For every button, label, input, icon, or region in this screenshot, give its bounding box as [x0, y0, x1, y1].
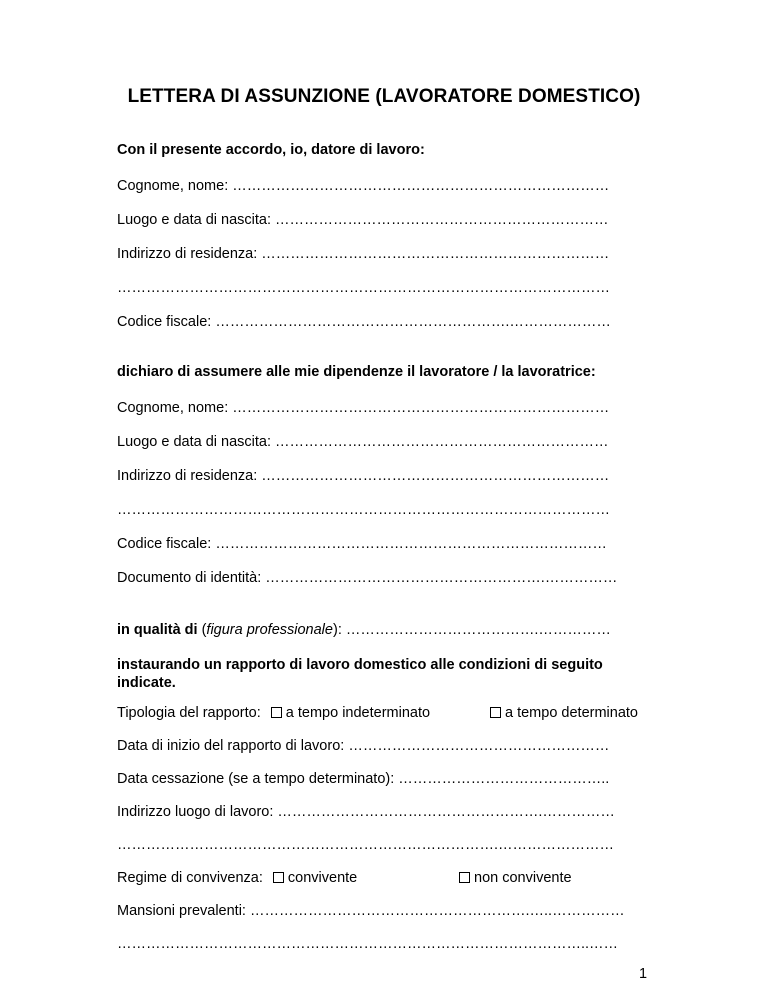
employee-id-document-field: Documento di identità: ………………………………………………….…………… — [117, 570, 618, 586]
checkbox-icon[interactable] — [273, 872, 284, 883]
option-convivente-label: convivente — [287, 870, 358, 886]
employee-heading: dichiaro di assumere alle mie dipendenze il lavoratore / la lavoratrice: — [117, 364, 596, 380]
option-non-convivente-label: non convivente — [474, 870, 572, 886]
document-title: LETTERA DI ASSUNZIONE (LAVORATORE DOMESTICO) — [127, 86, 641, 107]
role-paren-open: ( — [197, 622, 207, 638]
workplace-address-field: Indirizzo luogo di lavoro: ……………………………………………….…………… — [117, 804, 615, 820]
main-duties-field: Mansioni prevalenti: ………………………………………………….…..…………… — [117, 903, 625, 919]
checkbox-icon[interactable] — [271, 707, 282, 718]
checkbox-icon[interactable] — [490, 707, 501, 718]
employer-name-field: Cognome, nome: …………………………………………………………………… — [117, 178, 610, 194]
role-paren-close: ): — [332, 622, 346, 638]
option-determinato-label: a tempo determinato — [505, 705, 638, 721]
main-duties-cont-field: ……………………………………………………………………………………..…… — [117, 936, 619, 952]
option-convivente[interactable] — [273, 870, 357, 886]
employer-address-field: Indirizzo di residenza: ……………………………………………………………… — [117, 246, 610, 262]
employer-address-cont-field: ………………………………………………………………………………………… — [117, 280, 610, 296]
checkbox-icon[interactable] — [459, 872, 470, 883]
conditions-heading-line-2: indicate. — [117, 675, 176, 691]
option-non-convivente[interactable] — [459, 869, 572, 887]
page-number: 1 — [639, 966, 648, 982]
workplace-address-cont-field: …………………………………………………………………….…………………… — [117, 837, 615, 853]
employee-birth-field: Luogo e data di nascita: …………………………………………………………… — [117, 434, 609, 450]
employer-heading: Con il presente accordo, io, datore di lavoro: — [117, 142, 425, 158]
employer-birth-field: Luogo e data di nascita: …………………………………………………………… — [117, 212, 609, 228]
role-label-italic: figura professionale — [206, 622, 333, 638]
employee-name-field: Cognome, nome: …………………………………………………………………… — [117, 400, 610, 416]
role-label: in qualità di — [117, 622, 198, 638]
end-date-field: Data cessazione (se a tempo determinato): …………………………………….. — [117, 771, 610, 787]
option-determinato[interactable] — [490, 704, 638, 722]
employee-tax-code-field: Codice fiscale: ……………………………………………………………………… — [117, 536, 607, 552]
conditions-heading-line-1: instaurando un rapporto di lavoro domestico alle condizioni di seguito — [117, 657, 603, 673]
option-indeterminato-label: a tempo indeterminato — [285, 705, 431, 721]
option-indeterminato[interactable] — [271, 705, 430, 721]
employer-tax-code-field: Codice fiscale: …………………………………………………….………………… — [117, 314, 611, 330]
start-date-field: Data di inizio del rapporto di lavoro: ……………………………………………… — [117, 738, 610, 754]
employee-address-field: Indirizzo di residenza: ……………………………………………………………… — [117, 468, 610, 484]
role-field — [117, 621, 649, 639]
role-dots: ………………………………….…………… — [345, 622, 611, 638]
employee-address-cont-field: ………………………………………………………………………………………… — [117, 502, 610, 518]
contract-type-label: Tipologia del rapporto: — [117, 705, 261, 721]
cohabitation-label: Regime di convivenza: — [117, 870, 263, 886]
